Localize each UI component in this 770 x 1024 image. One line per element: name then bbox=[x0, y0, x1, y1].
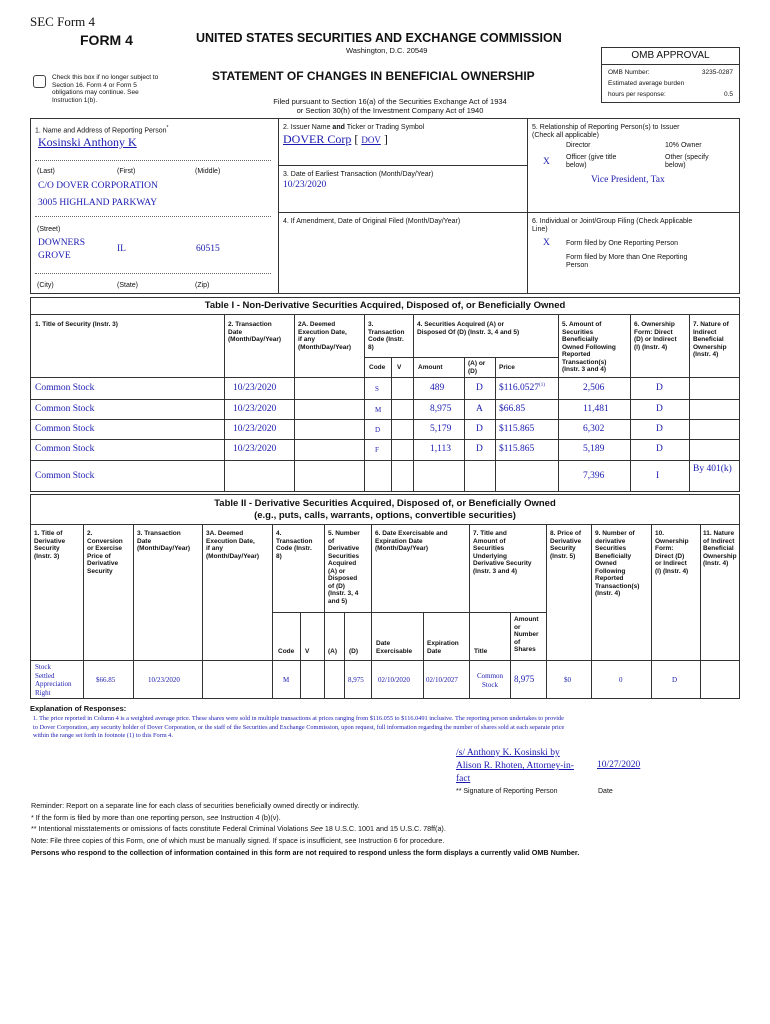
t2-col-deemed: 3A. Deemed Execution Date, if any (Month/Day/Year) bbox=[206, 530, 260, 560]
box6-label: 6. Individual or Joint/Group Filing (Check Applicable Line) bbox=[532, 218, 693, 233]
ticker-symbol[interactable]: DOV bbox=[361, 135, 381, 145]
t1-col-owned: 5. Amount of Securities Beneficially Owned Following Reported Transaction(s) (Instr. 3 and 4) bbox=[562, 321, 616, 373]
signature-date: 10/27/2020 bbox=[597, 760, 641, 770]
t1-cell-price bbox=[499, 383, 545, 393]
officer-title: Vice President, Tax bbox=[591, 175, 665, 185]
ten-percent-owner-option: 10% Owner bbox=[665, 142, 702, 149]
address-line-2: 3005 HIGHLAND PARKWAY bbox=[38, 198, 158, 208]
t2-col-price: 8. Price of Derivative Security (Instr. 5) bbox=[550, 530, 582, 560]
first-name-label: (First) bbox=[117, 168, 136, 175]
t2-col-underlying: 7. Title and Amount of Securities Underlying Derivative Security (Instr. 3 and 4) bbox=[473, 530, 532, 575]
t1-col-date: 2. Transaction Date (Month/Day/Year) bbox=[228, 321, 282, 343]
t2-sub-expiration: Expiration Date bbox=[427, 640, 459, 655]
t2-col-exercisable: 6. Date Exercisable and Expiration Date (Month/Day/Year) bbox=[375, 530, 448, 552]
t1-cell-title: Common Stock bbox=[35, 404, 95, 414]
t1-cell-form: D bbox=[656, 404, 663, 414]
omb-burden-label: Estimated average burden bbox=[608, 80, 685, 87]
other-option: Other (specify below) bbox=[665, 154, 709, 169]
t1-cell-title: Common Stock bbox=[35, 383, 95, 393]
table2-title: Table II - Derivative Securities Acquired, Disposed of, or Beneficially Owned (e.g., puts, calls, warrants, options, convertible securities) bbox=[214, 498, 556, 521]
footnote-1: 1. The price reported in Column 4 is a weighted average price. These shares were sold in multiple transactions at prices ranging from $116.055 to $116.0491 inclusive. The reporting person undertakes to provide to Dover Corporation, any security holder of Dover Corporation, or the staff of the Securities and Exchange Commission, upon request, full information regarding the number of shares sold at each separate price within the range set forth in footnote (1) to this Form 4. bbox=[33, 715, 565, 739]
t2-row-conversion: $66.85 bbox=[96, 676, 116, 684]
t1-col-form: 6. Ownership Form: Direct (D) or Indirect (I) (Instr. 4) bbox=[634, 321, 677, 351]
street-label: (Street) bbox=[37, 226, 61, 233]
city-label: (City) bbox=[37, 282, 54, 289]
t1-cell-owned: 7,396 bbox=[583, 471, 605, 481]
box5-label: 5. Relationship of Reporting Person(s) to Issuer (Check all applicable) bbox=[532, 124, 680, 139]
state-value: IL bbox=[117, 244, 126, 254]
t2-row-price: $0 bbox=[564, 676, 571, 684]
t1-cell-form: D bbox=[656, 383, 663, 393]
t2-sub-v: V bbox=[305, 648, 310, 655]
box2-label: 2. Issuer Name and Ticker or Trading Symbol bbox=[283, 124, 425, 131]
director-option: Director bbox=[566, 142, 591, 149]
t2-row-underlying-amount: 8,975 bbox=[514, 674, 535, 684]
t1-cell-owned: 6,302 bbox=[583, 424, 605, 434]
t1-cell-form: D bbox=[656, 444, 663, 454]
t2-row-underlying-title: Common Stock bbox=[476, 672, 504, 689]
address-line-1: C/O DOVER CORPORATION bbox=[38, 181, 158, 191]
t1-cell-nature: By 401(k) bbox=[693, 464, 732, 474]
t1-cell-code: S bbox=[375, 385, 379, 393]
t1-cell-owned: 11,481 bbox=[583, 404, 609, 414]
signature: /s/ Anthony K. Kosinski by Alison R. Rhoten, Attorney-in- fact bbox=[456, 748, 574, 784]
t2-col-conversion: 2. Conversion or Exercise Price of Derivative Security bbox=[87, 530, 123, 575]
t1-cell-price-value: $66.85 bbox=[499, 404, 526, 415]
explanation-title: Explanation of Responses: bbox=[30, 704, 127, 713]
t2-col-code: 4. Transaction Code (Instr. 8) bbox=[276, 530, 313, 560]
officer-option: Officer (give title below) bbox=[566, 154, 617, 169]
t2-row-form: D bbox=[672, 676, 678, 684]
form-title: FORM 4 bbox=[80, 32, 133, 48]
omb-approval-box bbox=[601, 47, 740, 103]
t1-cell-price bbox=[499, 404, 525, 414]
t2-sub-d: (D) bbox=[349, 648, 359, 655]
t1-cell-code: D bbox=[375, 426, 381, 434]
signature-label: ** Signature of Reporting Person bbox=[456, 788, 558, 795]
t1-cell-price-value: $116.0527 bbox=[499, 383, 540, 394]
t1-cell-date: 10/23/2020 bbox=[233, 383, 277, 393]
t1-cell-owned: 2,506 bbox=[583, 383, 605, 393]
t1-sub-ad: (A) or (D) bbox=[468, 360, 486, 375]
t2-row-exercisable: 02/10/2020 bbox=[378, 676, 410, 684]
reporting-person-name[interactable]: Kosinski Anthony K bbox=[38, 135, 137, 149]
checkbox-instructions: Check this box if no longer subject to Section 16. Form 4 or Form 5 obligations may continue. See Instruction 1(b). bbox=[52, 74, 159, 104]
t2-row-code: M bbox=[283, 676, 290, 684]
zip-label: (Zip) bbox=[195, 282, 210, 289]
one-person-option: Form filed by One Reporting Person bbox=[566, 240, 679, 247]
box4-label: 4. If Amendment, Date of Original Filed (Month/Day/Year) bbox=[283, 218, 461, 225]
t1-cell-price-value: $115.865 bbox=[499, 444, 535, 455]
t1-cell-date: 10/23/2020 bbox=[233, 404, 277, 414]
footnote-ref[interactable]: (1) bbox=[539, 383, 545, 388]
box3-label: 3. Date of Earliest Transaction (Month/Day/Year) bbox=[283, 171, 434, 178]
t2-sub-title: Title bbox=[474, 648, 488, 655]
t1-cell-title: Common Stock bbox=[35, 444, 95, 454]
zip-value: 60515 bbox=[196, 244, 220, 254]
t1-cell-code: F bbox=[375, 446, 379, 454]
no-longer-subject-checkbox[interactable] bbox=[33, 75, 46, 88]
t1-cell-date: 10/23/2020 bbox=[233, 424, 277, 434]
issuer-name[interactable]: DOVER Corp bbox=[283, 132, 352, 146]
city-value: DOWNERS GROVE bbox=[38, 238, 85, 261]
t1-cell-price bbox=[499, 424, 534, 434]
t1-cell-amount: 1,113 bbox=[430, 444, 452, 454]
t1-col-securities: 4. Securities Acquired (A) or Disposed Of (D) (Instr. 3, 4 and 5) bbox=[417, 321, 520, 336]
t2-sub-exercisable: Date Exercisable bbox=[376, 640, 413, 655]
t2-row-expiration: 02/10/2027 bbox=[426, 676, 458, 684]
box1-label: 1. Name and Address of Reporting Person* bbox=[35, 125, 169, 135]
t1-col-title: 1. Title of Security (Instr. 3) bbox=[35, 321, 118, 328]
omb-title: OMB APPROVAL bbox=[602, 48, 739, 65]
t1-col-code: 3. Transaction Code (Instr. 8) bbox=[368, 321, 405, 351]
reminders: Reminder: Report on a separate line for each class of securities beneficially owned directly or indirectly. * If the form is filed by more than one reporting person, see Instruction 4 (b)(v). ** Intentional misstatements or omissions of facts constitute Federal Criminal Violations See 18 U.S.C. 1001 and 15 U.S.C. 78ff(a). Note: File three copies of this Form, one of which must be manually signed. If space is insufficient, see Instruction 6 for procedure. Persons who respond to the collection of information contained in this form are not required to respond unless the form displays a currently valid OMB Number. bbox=[31, 801, 580, 857]
t2-sub-amount: Amount or Number of Shares bbox=[514, 616, 539, 653]
agency-location: Washington, D.C. 20549 bbox=[346, 46, 428, 55]
t1-cell-code: M bbox=[375, 406, 382, 414]
t1-cell-date: 10/23/2020 bbox=[233, 444, 277, 454]
t1-cell-title: Common Stock bbox=[35, 424, 95, 434]
omb-hours-label: hours per response: bbox=[608, 91, 666, 98]
t2-row-title: Stock Settled Appreciation Right bbox=[35, 663, 72, 697]
t1-cell-ad: D bbox=[476, 424, 483, 434]
t1-cell-price-value: $115.865 bbox=[499, 424, 535, 435]
t1-sub-v: V bbox=[397, 364, 402, 371]
omb-hours-value: 0.5 bbox=[723, 91, 733, 98]
issuer-line: DOVER Corp [ DOV ] bbox=[283, 132, 388, 146]
agency-title: UNITED STATES SECURITIES AND EXCHANGE COMMISSION bbox=[196, 31, 562, 45]
t1-cell-price bbox=[499, 444, 534, 454]
statement-title: STATEMENT OF CHANGES IN BENEFICIAL OWNERSHIP bbox=[212, 69, 535, 83]
sec-form-label: SEC Form 4 bbox=[30, 14, 96, 29]
t2-col-date: 3. Transaction Date (Month/Day/Year) bbox=[137, 530, 191, 552]
t2-col-form: 10. Ownership Form: Direct (D) or Indirect (I) (Instr. 4) bbox=[655, 530, 689, 575]
t1-cell-amount: 5,179 bbox=[430, 424, 452, 434]
t2-row-date: 10/23/2020 bbox=[148, 676, 180, 684]
t1-cell-owned: 5,189 bbox=[583, 444, 605, 454]
t1-sub-code: Code bbox=[369, 364, 386, 371]
t1-col-nature: 7. Nature of Indirect Beneficial Ownership (Instr. 4) bbox=[693, 321, 729, 358]
t1-sub-price: Price bbox=[499, 364, 515, 371]
t2-sub-a: (A) bbox=[328, 648, 338, 655]
t1-cell-ad: D bbox=[476, 383, 483, 393]
t2-col-nature: 11. Nature of Indirect Beneficial Ownership (Instr. 4) bbox=[703, 530, 737, 567]
last-name-label: (Last) bbox=[37, 168, 55, 175]
t2-col-owned: 9. Number of derivative Securities Beneficially Owned Following Reported Transaction(s) (Instr. 4) bbox=[595, 530, 640, 597]
t1-col-deemed: 2A. Deemed Execution Date, if any (Month/Day/Year) bbox=[298, 321, 352, 351]
earliest-transaction-date: 10/23/2020 bbox=[283, 180, 327, 190]
t1-cell-ad: A bbox=[476, 404, 483, 414]
t1-cell-form: I bbox=[656, 471, 660, 481]
state-label: (State) bbox=[117, 282, 139, 289]
table1-title: Table I - Non-Derivative Securities Acquired, Disposed of, or Beneficially Owned bbox=[204, 300, 566, 311]
t1-cell-amount: 8,975 bbox=[430, 404, 452, 414]
t1-cell-form: D bbox=[656, 424, 663, 434]
middle-name-label: (Middle) bbox=[195, 168, 221, 175]
omb-number-value: 3235-0287 bbox=[701, 69, 733, 76]
t1-sub-amount: Amount bbox=[418, 364, 443, 371]
date-label: Date bbox=[598, 788, 613, 795]
t2-sub-code: Code bbox=[278, 648, 295, 655]
t2-row-disposed: 8,975 bbox=[348, 676, 364, 684]
t1-cell-amount: 489 bbox=[430, 383, 445, 393]
t2-col-title: 1. Title of Derivative Security (Instr. 3) bbox=[34, 530, 66, 560]
one-person-mark: X bbox=[543, 238, 550, 248]
t2-row-owned: 0 bbox=[619, 676, 623, 684]
t2-col-number: 5. Number of Derivative Securities Acquired (A) or Disposed of (D) (Instr. 3, 4 and 5) bbox=[328, 530, 360, 605]
t1-cell-ad: D bbox=[476, 444, 483, 454]
omb-number-label: OMB Number: bbox=[608, 69, 650, 76]
filed-pursuant: Filed pursuant to Section 16(a) of the Securities Exchange Act of 1934 or Section 30(h) of the Investment Company Act of 1940 bbox=[273, 97, 507, 115]
officer-mark: X bbox=[543, 157, 550, 167]
t1-cell-title: Common Stock bbox=[35, 471, 95, 481]
more-persons-option: Form filed by More than One Reporting Person bbox=[566, 254, 688, 269]
